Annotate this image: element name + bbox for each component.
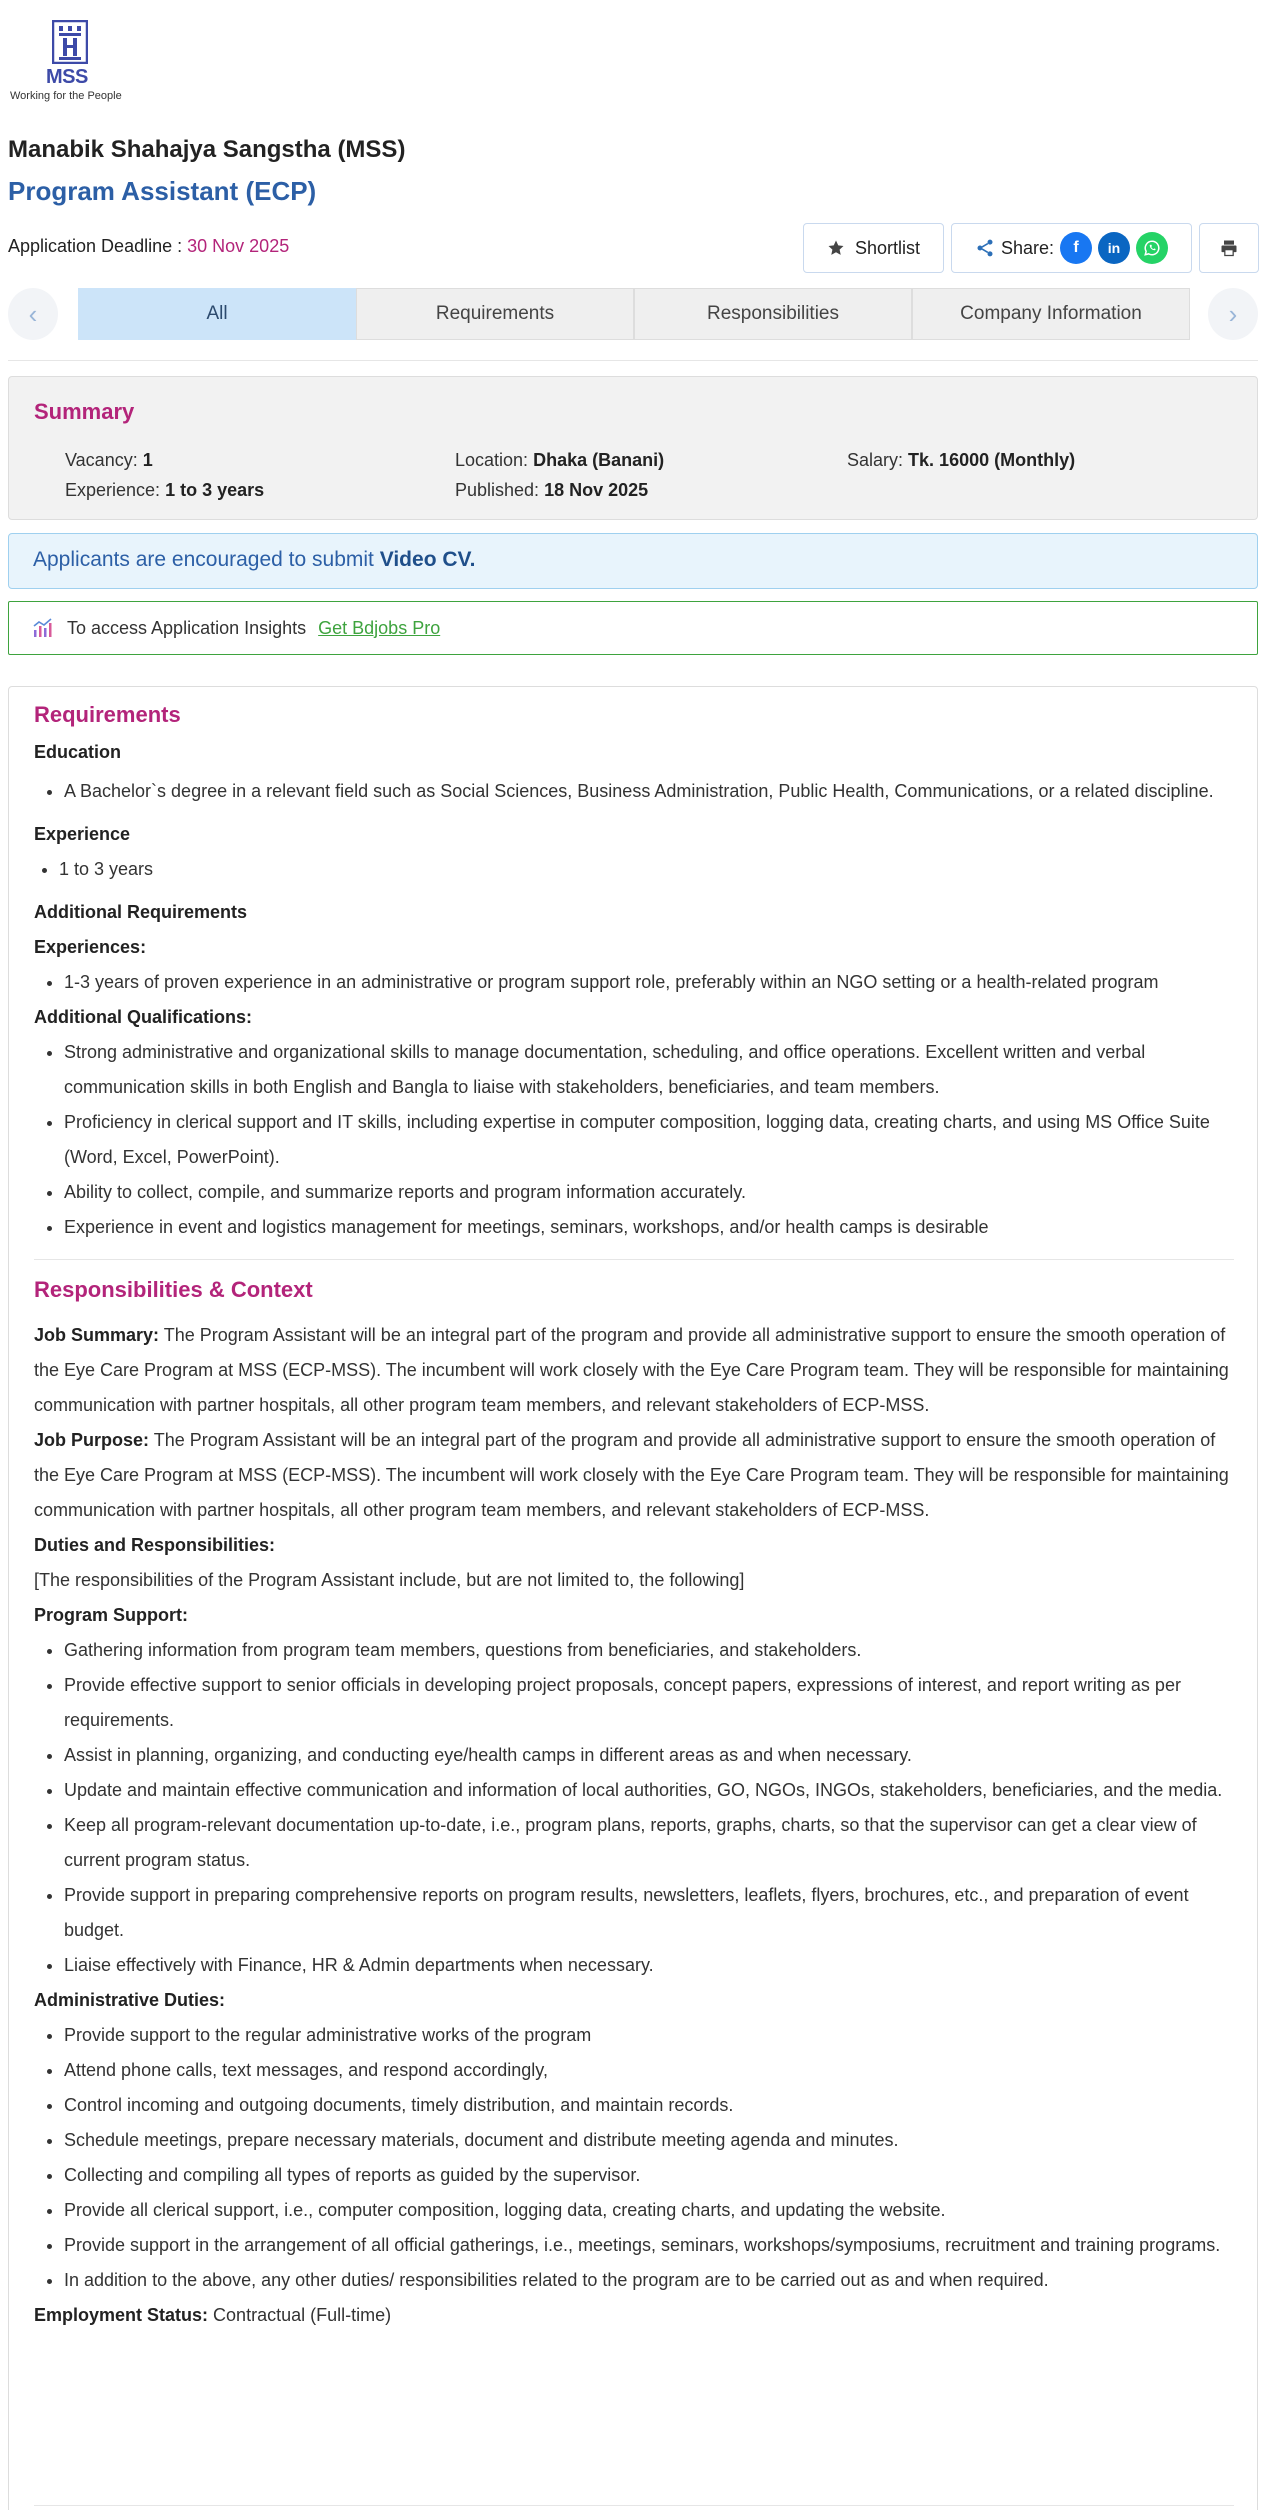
list-item: • Provide support to the regular administrative works of the program [64, 2018, 1234, 2053]
summary-salary: Salary: Tk. 16000 (Monthly) [847, 450, 1076, 470]
shortlist-button[interactable] [803, 223, 944, 273]
administrative-duties-heading: Administrative Duties: [34, 1990, 226, 2010]
job-purpose: Job Purpose: The Program Assistant will be an integral part of the program and provide all administrative support to ensure the smooth operation of the Eye Care Program at MSS (ECP-MSS). The incumbent will work closely with the Eye Care Program team. They will be responsible for maintaining communication with partner hospitals, all other program team members, and relevant stakeholders of ECP-MSS. [34, 1430, 1229, 1520]
additional-requirements-heading: Additional Requirements [34, 902, 248, 922]
divider [34, 2505, 1234, 2506]
application-insights-banner [8, 601, 1258, 655]
logo-tagline: Working for the People [10, 90, 122, 102]
list-item: • Provide all clerical support, i.e., computer composition, logging data, creating charts, and updating the website. [64, 2193, 1234, 2228]
star-icon [827, 239, 845, 257]
get-bdjobs-pro-link[interactable]: Get Bdjobs Pro [318, 617, 441, 638]
facebook-icon[interactable]: f [1060, 232, 1092, 264]
tab-responsibilities[interactable]: Responsibilities [634, 288, 912, 340]
tab-all[interactable]: All [78, 288, 356, 340]
experiences-list [34, 965, 1234, 1000]
share-icon [975, 238, 995, 258]
list-item: • Schedule meetings, prepare necessary materials, document and distribute meeting agenda and minutes. [64, 2123, 1234, 2158]
summary-experience: Experience: 1 to 3 years [65, 480, 265, 500]
employment-status: Employment Status: Contractual (Full-time) [34, 2305, 392, 2325]
list-item: • Strong administrative and organizational skills to manage documentation, scheduling, and office operations. Excellent written and verbal communication skills in both English and Bangla to liaise with stakeholders, beneficiaries, and team members. [64, 1035, 1234, 1105]
job-title: Program Assistant (ECP) [8, 176, 317, 206]
experiences-heading: Experiences: [34, 937, 147, 957]
duties-intro: [The responsibilities of the Program Assistant include, but are not limited to, the following] [34, 1570, 745, 1590]
list-item: • Attend phone calls, text messages, and respond accordingly, [64, 2053, 1234, 2088]
notice-text: Applicants are encouraged to submit [33, 548, 374, 571]
requirements-title: Requirements [34, 702, 181, 727]
education-heading: Education [34, 742, 122, 762]
list-item: • Assist in planning, organizing, and conducting eye/health camps in different areas as and when necessary. [64, 1738, 1234, 1773]
deadline-label: Application Deadline : [8, 236, 183, 256]
share-box [951, 223, 1192, 273]
tabs-next-arrow-icon[interactable]: › [1208, 288, 1258, 340]
qualifications-heading: Additional Qualifications: [34, 1007, 253, 1027]
shortlist-label: Shortlist [854, 237, 921, 258]
print-icon [1219, 238, 1239, 258]
logo-tower-icon [52, 20, 88, 64]
list-item: • Update and maintain effective communication and information of local authorities, GO, NGOs, INGOs, stakeholders, beneficiaries, and the media. [64, 1773, 1234, 1808]
video-cv-notice [8, 533, 1258, 589]
list-item: • Control incoming and outgoing documents, timely distribution, and maintain records. [64, 2088, 1234, 2123]
list-item: • Gathering information from program team members, questions from beneficiaries, and stakeholders. [64, 1633, 1234, 1668]
list-item: • A Bachelor`s degree in a relevant field such as Social Sciences, Business Administration, Public Health, Communications, or a related discipline. [64, 774, 1234, 809]
list-item: • Provide effective support to senior officials in developing project proposals, concept papers, expressions of interest, and report writing as per requirements. [64, 1668, 1234, 1738]
summary-vacancy: Vacancy: 1 [65, 450, 153, 470]
tab-requirements[interactable]: Requirements [356, 288, 634, 340]
share-label: Share: [1000, 237, 1055, 258]
list-item: • Provide support in the arrangement of all official gatherings, i.e., meetings, seminars, workshops/symposiums, recruitment and training programs. [64, 2228, 1234, 2263]
duties-heading: Duties and Responsibilities: [34, 1535, 276, 1555]
summary-panel [8, 376, 1258, 520]
deadline-date: 30 Nov 2025 [187, 236, 290, 256]
program-support-list [34, 1633, 1234, 1983]
insights-chart-icon [31, 616, 55, 640]
list-item: • 1-3 years of proven experience in an administrative or program support role, preferably within an NGO setting or a health-related program [64, 965, 1234, 1000]
insights-text: To access Application Insights [67, 617, 307, 638]
experience-heading: Experience [34, 824, 131, 844]
print-button[interactable] [1199, 223, 1259, 273]
tab-company-information[interactable]: Company Information [912, 288, 1190, 340]
divider [8, 360, 1258, 361]
divider [34, 1259, 1234, 1260]
education-list [34, 774, 1234, 809]
company-name[interactable]: Manabik Shahajya Sangstha (MSS) [8, 136, 406, 163]
linkedin-icon[interactable]: in [1098, 232, 1130, 264]
list-item: • Liaise effectively with Finance, HR & Admin departments when necessary. [64, 1948, 1234, 1983]
tabs-prev-arrow-icon[interactable]: ‹ [8, 288, 58, 340]
program-support-heading: Program Support: [34, 1605, 189, 1625]
administrative-duties-list [34, 2018, 1234, 2298]
logo-text: MSS [46, 66, 88, 88]
whatsapp-icon[interactable] [1136, 232, 1168, 264]
list-item: • Experience in event and logistics management for meetings, seminars, workshops, and/or health camps is desirable [64, 1210, 1234, 1245]
notice-bold: Video CV. [379, 548, 476, 571]
summary-title: Summary [34, 399, 135, 424]
responsibilities-title: Responsibilities & Context [34, 1277, 313, 1302]
summary-published: Published: 18 Nov 2025 [455, 480, 649, 500]
list-item: • Provide support in preparing comprehensive reports on program results, newsletters, leaflets, flyers, brochures, etc., and preparation of event budget. [64, 1878, 1234, 1948]
job-summary: Job Summary: The Program Assistant will be an integral part of the program and provide all administrative support to ensure the smooth operation of the Eye Care Program at MSS (ECP-MSS). The incumbent will work closely with the Eye Care Program team. They will be responsible for maintaining communication with partner hospitals, all other program team members, and relevant stakeholders of ECP-MSS. [34, 1325, 1229, 1415]
list-item: • 1 to 3 years [59, 852, 1234, 887]
job-details-content [34, 697, 1234, 2333]
company-logo[interactable] [10, 18, 140, 108]
list-item: • Proficiency in clerical support and IT skills, including expertise in computer composition, logging data, creating charts, and using MS Office Suite (Word, Excel, PowerPoint). [64, 1105, 1234, 1175]
list-item: • Collecting and compiling all types of reports as guided by the supervisor. [64, 2158, 1234, 2193]
list-item: • In addition to the above, any other duties/ responsibilities related to the program are to be carried out as and when required. [64, 2263, 1234, 2298]
list-item: • Ability to collect, compile, and summarize reports and program information accurately. [64, 1175, 1234, 1210]
summary-location: Location: Dhaka (Banani) [455, 450, 665, 470]
experience-list [34, 852, 1234, 887]
qualifications-list [34, 1035, 1234, 1245]
list-item: • Keep all program-relevant documentation up-to-date, i.e., program plans, reports, graphs, charts, so that the supervisor can get a clear view of current program status. [64, 1808, 1234, 1878]
section-tabs [8, 288, 1258, 340]
application-deadline [8, 236, 289, 257]
